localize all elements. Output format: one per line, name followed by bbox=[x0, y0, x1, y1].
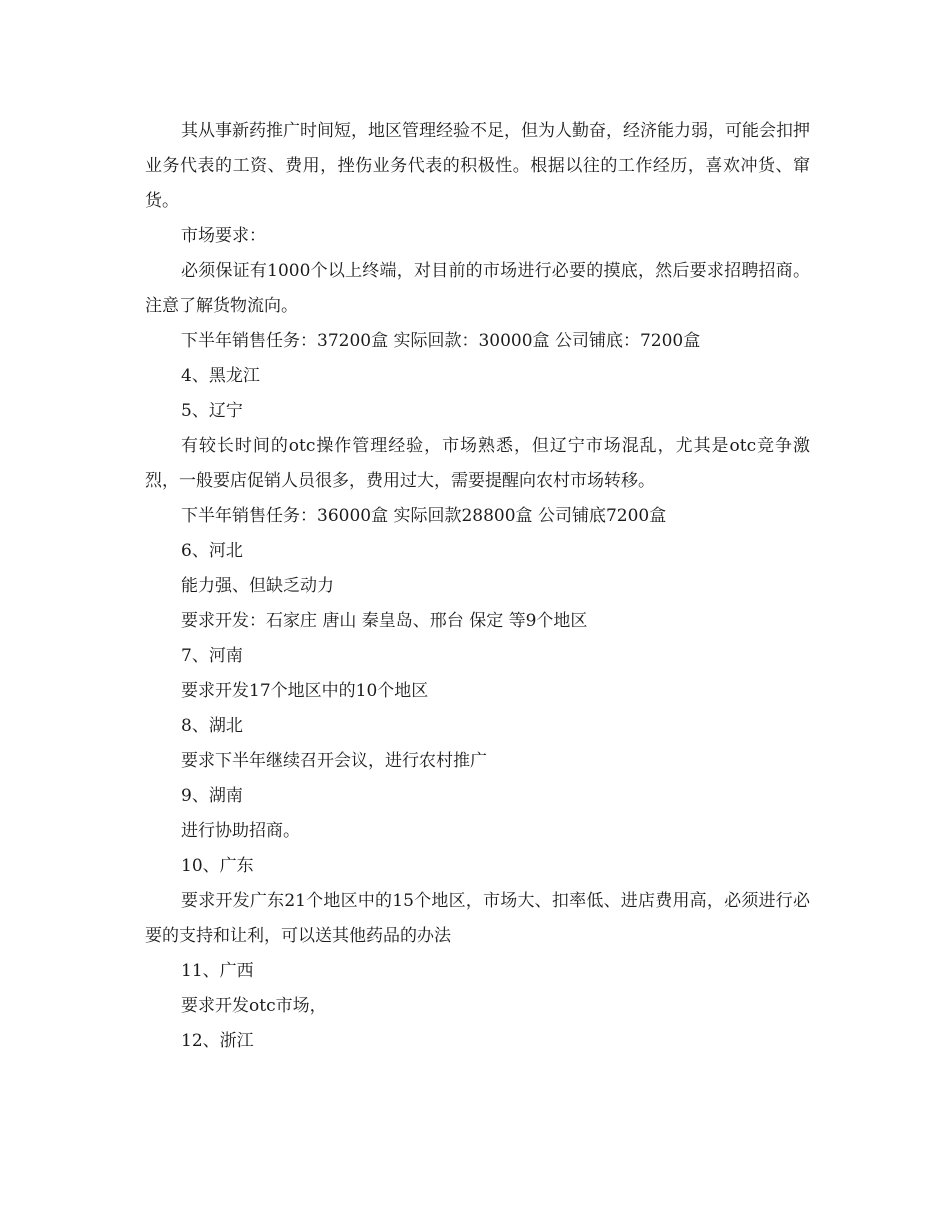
paragraph: 要求下半年继续召开会议，进行农村推广 bbox=[181, 751, 487, 771]
paragraph: 下半年销售任务：36000盒 实际回款28800盒 公司铺底7200盒 bbox=[181, 506, 667, 526]
paragraph: 要求开发otc市场， bbox=[181, 996, 327, 1016]
paragraph: 其从事新药推广时间短，地区管理经验不足，但为人勤奋，经济能力弱，可能会扣押业务代表的工资、费用，挫伤业务代表的积极性。根据以往的工作经历，喜欢冲货、窜货。 bbox=[145, 121, 810, 211]
paragraph: 要求开发17个地区中的10个地区 bbox=[181, 681, 429, 701]
document-body bbox=[145, 114, 810, 1059]
section-heading: 6、河北 bbox=[181, 541, 243, 561]
paragraph: 要求开发：石家庄 唐山 秦皇岛、邢台 保定 等9个地区 bbox=[181, 611, 588, 631]
section-heading: 9、湖南 bbox=[181, 786, 243, 806]
paragraph: 有较长时间的otc操作管理经验，市场熟悉，但辽宁市场混乱，尤其是otc竞争激烈，一般要店促销人员很多，费用过大，需要提醒向农村市场转移。 bbox=[145, 436, 810, 491]
section-heading: 8、湖北 bbox=[181, 716, 243, 736]
paragraph: 能力强、但缺乏动力 bbox=[181, 576, 334, 596]
paragraph: 下半年销售任务：37200盒 实际回款：30000盒 公司铺底：7200盒 bbox=[181, 331, 701, 351]
section-heading: 4、黑龙江 bbox=[181, 366, 260, 386]
section-heading: 5、辽宁 bbox=[181, 401, 243, 421]
section-heading: 10、广东 bbox=[181, 856, 254, 876]
section-heading: 11、广西 bbox=[181, 961, 254, 981]
section-heading: 12、浙江 bbox=[181, 1031, 254, 1051]
section-heading: 7、河南 bbox=[181, 646, 243, 666]
paragraph: 要求开发广东21个地区中的15个地区，市场大、扣率低、进店费用高，必须进行必要的支持和让利，可以送其他药品的办法 bbox=[145, 891, 810, 946]
paragraph: 必须保证有1000个以上终端，对目前的市场进行必要的摸底，然后要求招聘招商。注意了解货物流向。 bbox=[145, 261, 810, 316]
paragraph: 进行协助招商。 bbox=[181, 821, 300, 841]
paragraph: 市场要求： bbox=[181, 226, 266, 246]
